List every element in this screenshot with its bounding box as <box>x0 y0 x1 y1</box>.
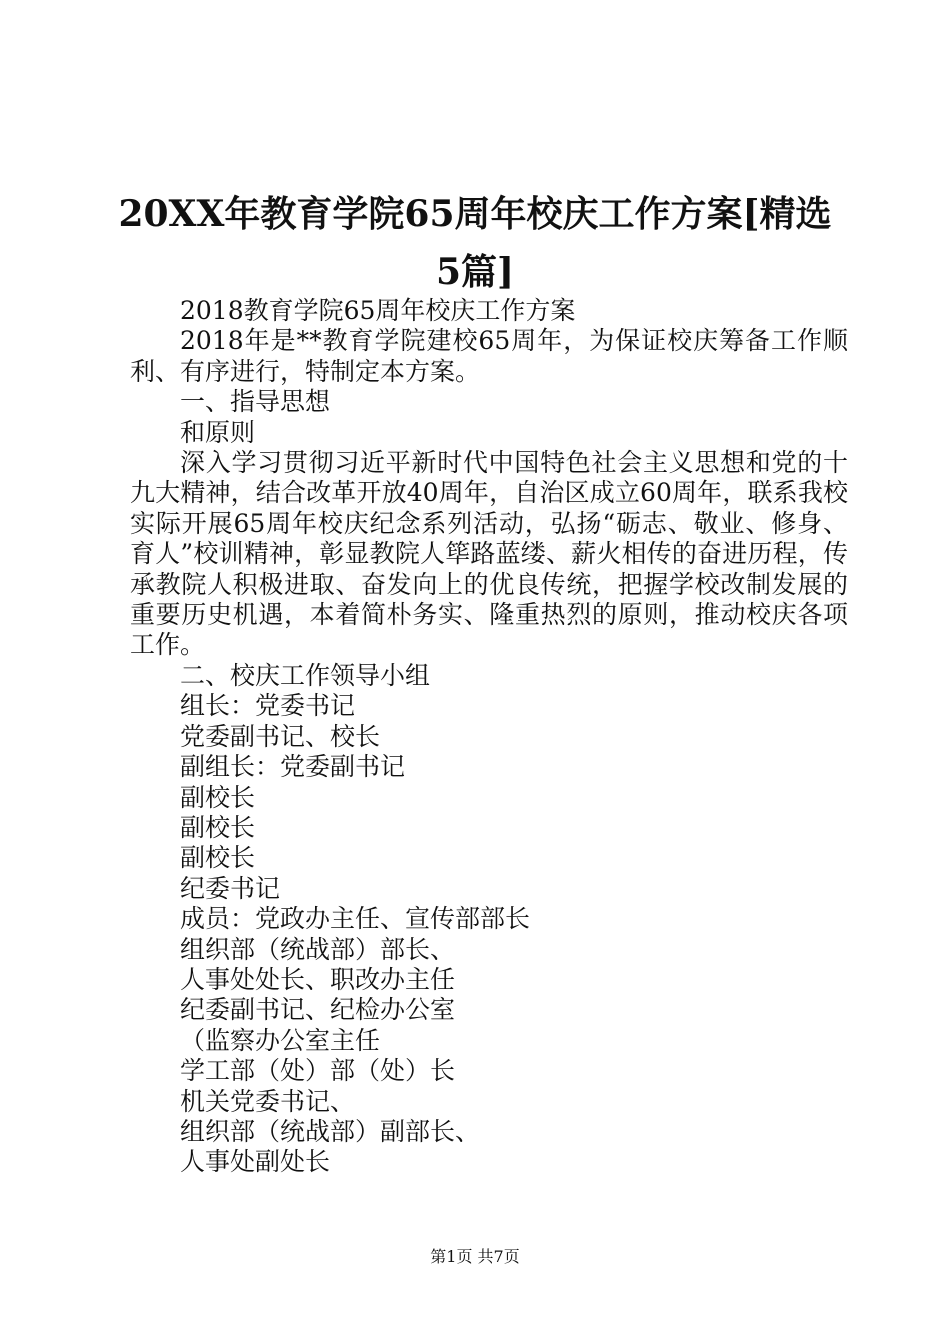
paragraph: 深入学习贯彻习近平新时代中国特色社会主义思想和党的十九大精神，结合改革开放40周年，自治区成立60周年，联系我校实际开展65周年校庆纪念系列活动，弘扬“砺志、敬业、修身、育人”校训精神，彰显教院人筚路蓝缕、薪火相传的奋进历程，传承教院人积极进取、奋发向上的优良传统，把握学校改制发展的重要历史机遇，本着简朴务实、隆重热烈的原则，推动校庆各项工作。 <box>130 448 848 660</box>
paragraph: 2018年是**教育学院建校65周年，为保证校庆筹备工作顺利、有序进行，特制定本方案。 <box>130 326 848 386</box>
paragraph: 二、校庆工作领导小组 <box>180 660 431 690</box>
paragraph: 副校长 <box>180 843 256 873</box>
paragraph: 和原则 <box>180 417 256 447</box>
paragraph: 副校长 <box>180 812 256 842</box>
paragraph: 副校长 <box>180 782 256 812</box>
paragraph: 组长：党委书记 <box>180 691 356 721</box>
document-body <box>130 296 848 1178</box>
paragraph: 副组长：党委副书记 <box>180 752 406 782</box>
paragraph: 2018教育学院65周年校庆工作方案 <box>180 296 576 325</box>
paragraph: 人事处副处长 <box>180 1147 331 1177</box>
paragraph: 组织部（统战部）部长、 <box>180 934 456 964</box>
paragraph: 学工部（处）部（处）长 <box>180 1056 456 1086</box>
paragraph: 纪委书记 <box>180 873 281 903</box>
paragraph: 成员：党政办主任、宣传部部长 <box>180 904 531 934</box>
document-title: 20XX年教育学院65周年校庆工作方案[精选5篇] <box>118 193 832 293</box>
page-footer: 第1页 共7页 <box>430 1247 520 1266</box>
paragraph: 党委副书记、校长 <box>180 721 381 751</box>
paragraph: 人事处处长、职改办主任 <box>180 964 456 994</box>
paragraph: 组织部（统战部）副部长、 <box>180 1116 481 1146</box>
paragraph: 纪委副书记、纪检办公室 <box>180 995 456 1025</box>
paragraph: 一、指导思想 <box>180 387 331 417</box>
paragraph: 机关党委书记、 <box>180 1086 356 1116</box>
paragraph: （监察办公室主任 <box>180 1025 381 1055</box>
